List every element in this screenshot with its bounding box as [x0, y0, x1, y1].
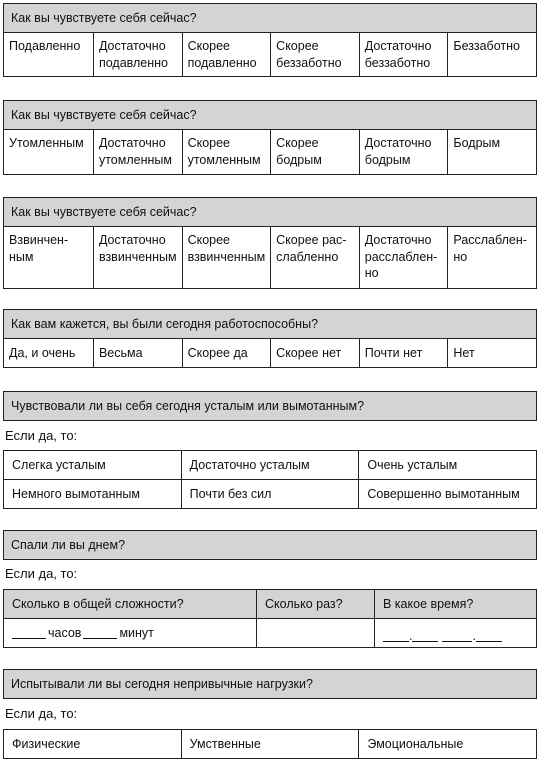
question-title: Спали ли вы днем?	[3, 530, 537, 560]
option-line: Достаточно	[98, 136, 166, 150]
option-line: утомленным	[98, 152, 172, 167]
option-cell[interactable]: Почти без сил	[181, 480, 359, 508]
time-separator: .	[409, 628, 413, 643]
question-title: Как вы чувствуете себя сейчас?	[3, 3, 537, 33]
option-cell[interactable]	[270, 33, 359, 76]
header-cell: В какое время?	[374, 590, 536, 618]
header-cell: Сколько в общей сложности?	[12, 596, 184, 611]
option-cell[interactable]	[359, 227, 448, 288]
question-title: Чувствовали ли вы себя сегодня усталым или вымотанным?	[3, 391, 537, 421]
question-nap	[3, 530, 537, 560]
option-cell[interactable]	[447, 227, 536, 288]
time-blank[interactable]	[442, 631, 472, 642]
option-line: расслаблен-	[364, 249, 438, 264]
question-title: Как вы чувствуете себя сейчас?	[3, 100, 537, 130]
grid-row	[3, 450, 537, 480]
option-line: Расслаблен-	[453, 233, 527, 247]
load-grid	[3, 729, 537, 759]
option-cell[interactable]	[270, 130, 359, 174]
nap-input-row	[3, 619, 537, 648]
option-cell[interactable]	[359, 33, 448, 76]
option-line: Утомленным	[9, 136, 84, 150]
option-cell[interactable]	[447, 33, 536, 76]
options-row	[3, 339, 537, 368]
option-cell[interactable]: Очень усталым	[358, 451, 536, 479]
option-line: Достаточно	[98, 233, 166, 247]
if-yes-label: Если да, то:	[5, 706, 78, 721]
if-yes-label: Если да, то:	[5, 566, 78, 581]
option-line: беззаботно	[364, 55, 431, 70]
option-cell[interactable]: Весьма	[93, 339, 182, 367]
option-cell[interactable]	[359, 130, 448, 174]
question-title: Как вам кажется, вы были сегодня работоспособны?	[3, 309, 537, 339]
option-line: подавленно	[98, 55, 169, 70]
option-line: слабленно	[276, 249, 339, 264]
time-blank[interactable]	[383, 631, 409, 642]
option-line: Скорее	[276, 39, 319, 53]
option-line: Взвинчен-	[9, 233, 69, 247]
option-cell[interactable]	[4, 227, 93, 288]
option-cell[interactable]: Нет	[447, 339, 536, 367]
option-cell[interactable]: Почти нет	[359, 339, 448, 367]
time-blank[interactable]	[412, 631, 438, 642]
duration-field[interactable]	[4, 619, 256, 647]
nap-table	[3, 589, 537, 648]
option-line: Достаточно	[364, 233, 432, 247]
question-mood-1	[3, 3, 537, 77]
option-line: беззаботно	[276, 55, 342, 70]
options-row	[3, 130, 537, 175]
question-mood-2	[3, 100, 537, 175]
option-cell[interactable]	[4, 130, 93, 174]
option-line: Скорее	[187, 136, 231, 150]
question-tiredness	[3, 391, 537, 421]
hours-blank[interactable]	[12, 628, 46, 639]
option-line: Достаточно	[98, 39, 166, 53]
time-field[interactable]	[374, 619, 536, 647]
option-cell[interactable]: Умственные	[181, 730, 359, 758]
option-line: но	[453, 249, 468, 264]
option-line: подавленно	[187, 55, 257, 70]
option-line: утомленным	[187, 152, 261, 167]
option-line: взвинченным	[187, 249, 266, 264]
time-blank[interactable]	[476, 631, 502, 642]
option-line: бодрым	[276, 152, 322, 167]
option-line: взвинченным	[98, 249, 177, 264]
option-line: бодрым	[364, 152, 411, 167]
count-field[interactable]	[256, 619, 374, 647]
grid-row	[3, 480, 537, 509]
nap-header-row	[3, 589, 537, 619]
option-cell[interactable]	[93, 33, 182, 76]
option-cell[interactable]	[447, 130, 536, 174]
option-cell[interactable]: Физические	[12, 736, 81, 751]
option-cell[interactable]: Совершенно вымотанным	[358, 480, 536, 508]
time-separator: .	[472, 628, 476, 643]
option-cell[interactable]: Достаточно усталым	[181, 451, 359, 479]
option-line: но	[364, 266, 379, 280]
header-cell: Сколько раз?	[256, 590, 374, 618]
option-cell[interactable]	[182, 227, 271, 288]
option-cell[interactable]: Скорее нет	[270, 339, 359, 367]
option-line: Беззаботно	[453, 39, 520, 53]
option-line: Скорее	[187, 233, 231, 247]
option-cell[interactable]	[182, 130, 271, 174]
hours-label: часов	[48, 625, 82, 640]
option-cell[interactable]	[270, 227, 359, 288]
grid-row	[3, 729, 537, 759]
option-line: Достаточно	[364, 39, 432, 53]
option-cell[interactable]: Немного вымотанным	[12, 486, 140, 501]
option-cell[interactable]	[93, 227, 182, 288]
option-cell[interactable]	[4, 33, 93, 76]
question-title: Испытывали ли вы сегодня непривычные нагрузки?	[3, 669, 537, 699]
option-cell[interactable]: Да, и очень	[9, 345, 76, 360]
if-yes-label: Если да, то:	[5, 428, 78, 443]
option-cell[interactable]: Эмоциональные	[358, 730, 536, 758]
minutes-blank[interactable]	[83, 628, 117, 639]
option-line: Скорее рас-	[276, 233, 347, 247]
question-mood-3	[3, 197, 537, 289]
options-row	[3, 227, 537, 289]
tiredness-grid	[3, 450, 537, 509]
option-line: Скорее	[276, 136, 319, 150]
option-cell[interactable]: Слегка усталым	[12, 457, 106, 472]
option-line: Скорее	[187, 39, 231, 53]
minutes-label: минут	[119, 625, 154, 640]
option-line: Подавленно	[9, 39, 81, 53]
option-line: Бодрым	[453, 136, 501, 150]
option-line: ным	[9, 249, 34, 264]
option-cell[interactable]	[182, 33, 271, 76]
question-load	[3, 669, 537, 699]
option-cell[interactable]	[93, 130, 182, 174]
options-row	[3, 33, 537, 77]
option-line: Достаточно	[364, 136, 432, 150]
question-title: Как вы чувствуете себя сейчас?	[3, 197, 537, 227]
option-cell[interactable]: Скорее да	[182, 339, 271, 367]
question-performance	[3, 309, 537, 368]
